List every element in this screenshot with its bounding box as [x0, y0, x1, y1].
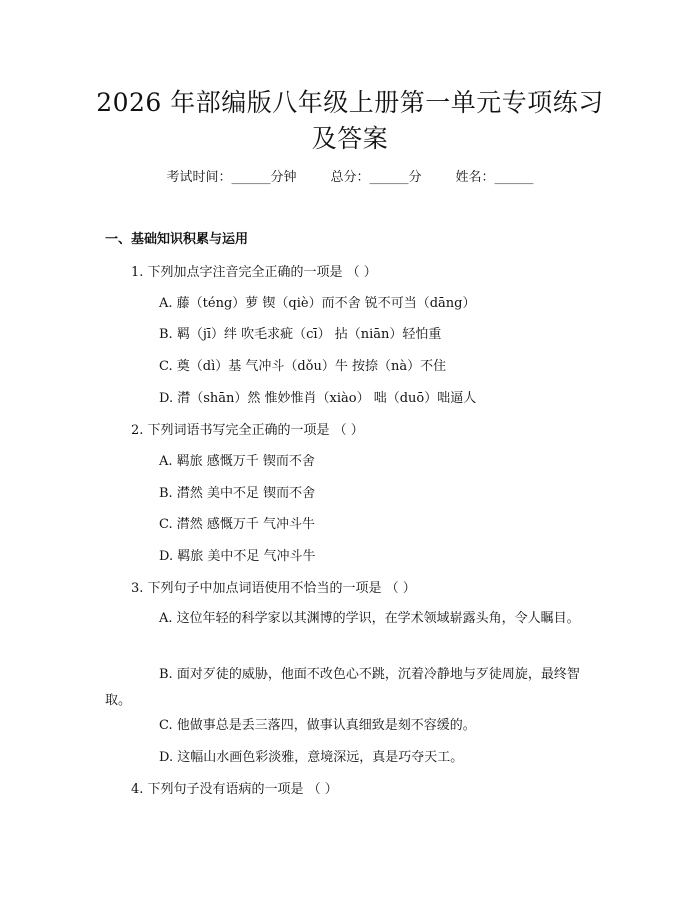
- question-1-option-d: D. 潸（shān）然 惟妙惟肖（xiào） 咄（duō）咄逼人: [159, 391, 477, 406]
- document-title-line-2: 及答案: [311, 124, 389, 153]
- section-heading: 一、基础知识积累与运用: [105, 232, 249, 247]
- question-1-option-a: A. 藤（téng）萝 锲（qiè）而不舍 锐不可当（dāng）: [159, 296, 476, 311]
- student-name: 姓名：______: [455, 170, 534, 185]
- question-2-stem: 2. 下列词语书写完全正确的一项是 （ ）: [131, 423, 364, 438]
- question-2-option-c: C. 潸然 感慨万千 气冲斗牛: [159, 517, 316, 532]
- question-3-option-c: C. 他做事总是丢三落四，做事认真细致是刻不容缓的。: [159, 718, 476, 733]
- question-1-option-b: B. 羁（jī）绊 吹毛求疵（cī） 拈（niān）轻怕重: [159, 327, 442, 342]
- exam-time: 考试时间：______分钟: [166, 170, 297, 185]
- question-3-stem: 3. 下列句子中加点词语使用不恰当的一项是 （ ）: [131, 581, 416, 596]
- question-2-option-d: D. 羁旅 美中不足 气冲斗牛: [159, 549, 316, 564]
- question-2-option-a: A. 羁旅 感慨万千 锲而不舍: [159, 454, 315, 469]
- exam-meta: [0, 168, 700, 188]
- question-1-option-c: C. 奠（dì）基 气冲斗（dǒu）牛 按捺（nà）不住: [159, 359, 447, 374]
- question-1-stem: 1. 下列加点字注音完全正确的一项是 （ ）: [131, 265, 377, 280]
- exam-score: 总分：______分: [330, 170, 422, 185]
- document-title-line-1: 2026 年部编版八年级上册第一单元专项练习: [96, 88, 604, 117]
- question-4-stem: 4. 下列句子没有语病的一项是 （ ）: [131, 782, 338, 797]
- question-2-option-b: B. 潸然 美中不足 锲而不舍: [159, 486, 316, 501]
- question-3-option-d: D. 这幅山水画色彩淡雅，意境深远，真是巧夺天工。: [159, 750, 464, 765]
- question-3-option-b: B. 面对歹徒的威胁，他面不改色心不跳，沉着冷静地与歹徒周旋，最终智取。: [105, 667, 580, 708]
- question-3-option-a: A. 这位年轻的科学家以其渊博的学识，在学术领域崭露头角，令人瞩目。: [159, 611, 580, 626]
